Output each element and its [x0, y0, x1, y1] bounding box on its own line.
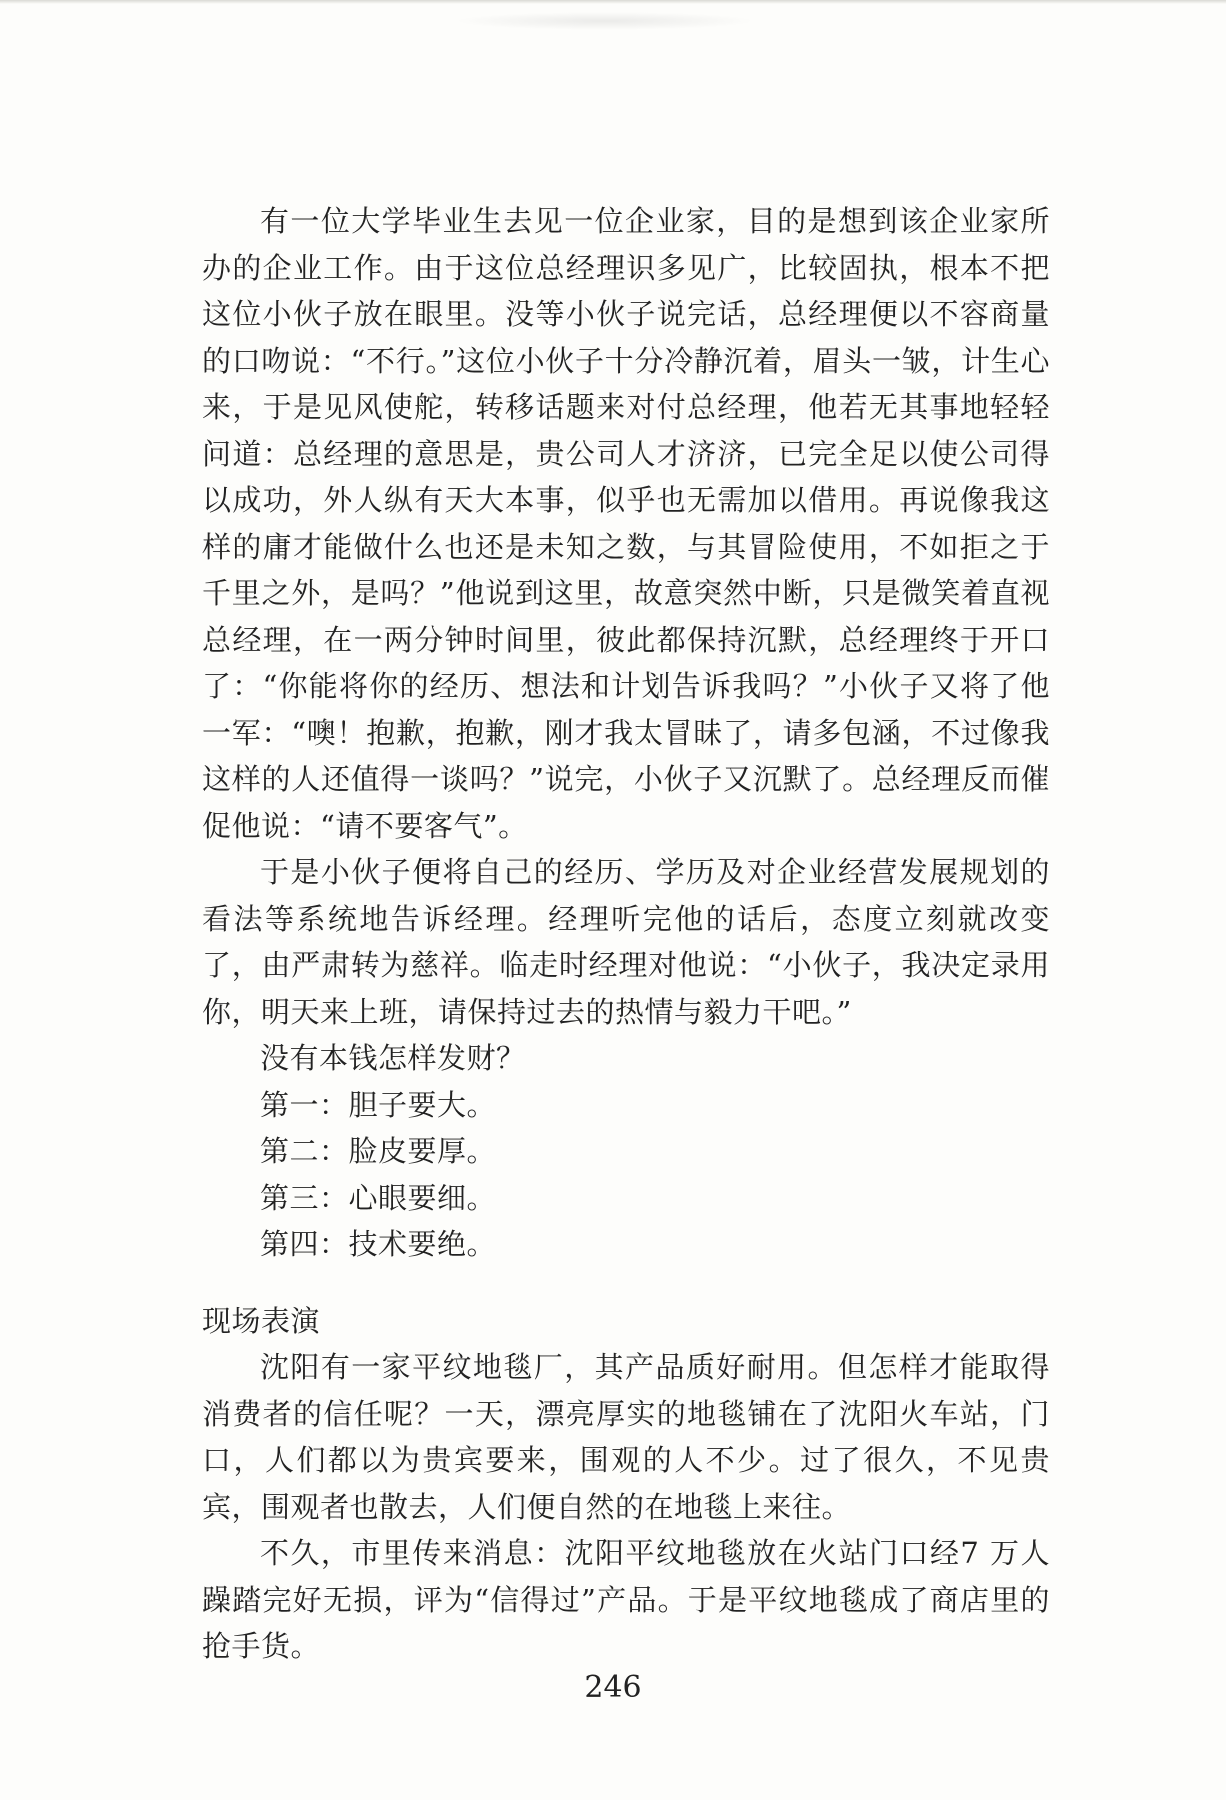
list-item-1: 第一：胆子要大。	[260, 1087, 497, 1122]
scan-smudge	[455, 12, 755, 30]
list-item-4: 第四：技术要绝。	[260, 1227, 497, 1261]
list-item-3: 第三：心眼要细。	[260, 1180, 497, 1215]
page-number: 246	[584, 1670, 642, 1705]
section-paragraph-2: 不久，市里传来消息：沈阳平纹地毯放在火站门口经7 万人躁踏完好无损，评为“信得过”产品。于是平纹地毯成了商店里的抢手货。	[202, 1536, 1050, 1663]
story-paragraph-2: 于是小伙子便将自己的经历、学历及对企业经营发展规划的看法等系统地告诉经理。经理听完他的话后，态度立刻就改变了，由严肃转为慈祥。临走时经理对他说：“小伙子，我决定录用你，明天来上班，请保持过去的热情与毅力干吧。”	[202, 855, 1050, 1029]
section-title: 现场表演	[202, 1303, 321, 1338]
scan-top-edge	[0, 0, 1226, 4]
story-paragraph-1: 有一位大学毕业生去见一位企业家，目的是想到该企业家所办的企业工作。由于这位总经理识多见广，比较固执，根本不把这位小伙子放在眼里。没等小伙子说完话，总经理便以不容商量的口吻说：“不行。”这位小伙子十分冷静沉着，眉头一皱，计生心来，于是见风使舵，转移话题来对付总经理，他若无其事地轻轻问道：总经理的意思是，贵公司人才济济，已完全足以使公司得以成功，外人纵有天大本事，似乎也无需加以借用。再说像我这样的庸才能做什么也还是未知之数，与其冒险使用，不如拒之于千里之外，是吗？”他说到这里，故意突然中断，只是微笑着直视总经理，在一两分钟时间里，彼此都保持沉默，总经理终于开口了：“你能将你的经历、想法和计划告诉我吗？”小伙子又将了他一军：“噢！抱歉，抱歉，刚才我太冒昧了，请多包涵，不过像我这样的人还值得一谈吗？”说完，小伙子又沉默了。总经理反而催促他说：“请不要客气”。	[202, 204, 1050, 843]
section-paragraph-1: 沈阳有一家平纹地毯厂，其产品质好耐用。但怎样才能取得消费者的信任呢？一天，漂亮厚实的地毯铺在了沈阳火车站，门口，人们都以为贵宾要来，围观的人不少。过了很久，不见贵宾，围观者也散去，人们便自然的在地毯上来往。	[202, 1350, 1050, 1524]
page-body	[202, 198, 1050, 1670]
list-question: 没有本钱怎样发财？	[260, 1041, 526, 1075]
list-item-2: 第二：脸皮要厚。	[260, 1134, 497, 1168]
